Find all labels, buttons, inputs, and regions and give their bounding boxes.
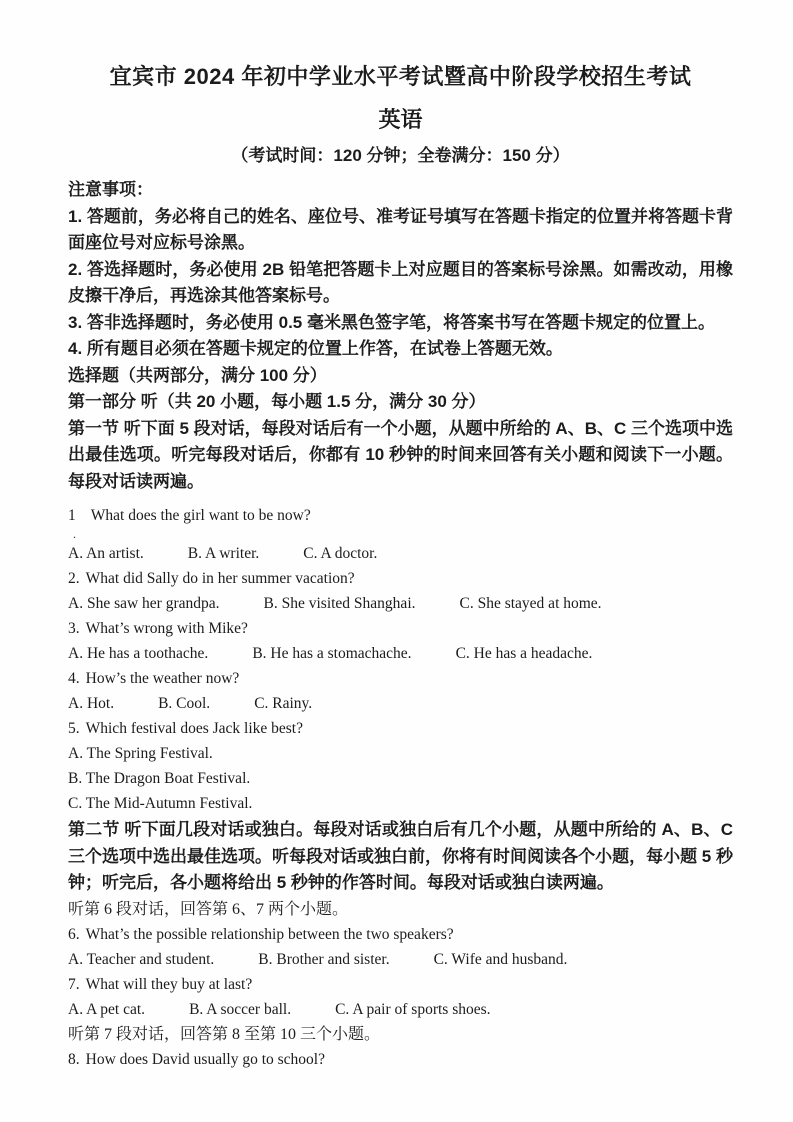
question-8-number: 8. xyxy=(68,1050,80,1068)
question-3-number: 3. xyxy=(68,620,80,637)
exam-subject: 英语 xyxy=(378,107,423,132)
option-1-c: C. A doctor. xyxy=(303,545,378,562)
option-6-c: C. Wife and husband. xyxy=(433,950,568,968)
option-4-a: A. Hot. xyxy=(68,695,115,712)
option-6-a: A. Teacher and student. xyxy=(68,950,215,968)
question-7-options xyxy=(68,997,733,1022)
option-7-b: B. A soccer ball. xyxy=(189,1000,292,1018)
question-6-text: What’s the possible relationship between the two speakers? xyxy=(85,925,454,943)
question-3 xyxy=(68,616,733,641)
question-6-options xyxy=(68,947,733,972)
choice-section-heading: 选择题（共两部分，满分 100 分） xyxy=(68,365,327,385)
notes-heading: 注意事项： xyxy=(68,180,153,199)
question-8-text: How does David usually go to school? xyxy=(85,1050,325,1068)
option-1-a: A. An artist. xyxy=(68,545,144,562)
question-8 xyxy=(68,1047,733,1072)
exam-title: 宜宾市 2024 年初中学业水平考试暨高中阶段学校招生考试 xyxy=(109,64,692,89)
question-5 xyxy=(68,716,733,741)
option-6-b: B. Brother and sister. xyxy=(258,950,390,968)
note-3: 3. 答非选择题时，务必使用 0.5 毫米黑色签字笔，将答案书写在答题卡规定的位置上。 xyxy=(68,312,715,332)
note-4: 4. 所有题目必须在答题卡规定的位置上作答，在试卷上答题无效。 xyxy=(68,339,563,358)
question-2-number: 2. xyxy=(68,570,80,587)
question-7-number: 7. xyxy=(68,975,80,993)
question-6 xyxy=(68,922,733,947)
question-5-number: 5. xyxy=(68,720,80,737)
question-7-text: What will they buy at last? xyxy=(85,975,253,993)
option-2-c: C. She stayed at home. xyxy=(459,595,602,612)
question-5-text: Which festival does Jack like best? xyxy=(85,720,303,737)
option-5-a: A. The Spring Festival. xyxy=(68,745,213,762)
question-4-text: How’s the weather now? xyxy=(85,670,240,687)
option-7-a: A. A pet cat. xyxy=(68,1000,146,1018)
exam-time-score-info: （考试时间：120 分钟；全卷满分：150 分） xyxy=(231,146,570,165)
question-4-number: 4. xyxy=(68,670,80,687)
dialog7-note: 听第 7 段对话，回答第 8 至第 10 三个小题。 xyxy=(68,1025,381,1043)
option-7-c: C. A pair of sports shoes. xyxy=(335,1000,491,1018)
question-4 xyxy=(68,666,733,691)
question-2-text: What did Sally do in her summer vacation? xyxy=(85,570,355,587)
section1-intro: 第一节 听下面 5 段对话，每段对话后有一个小题，从题中所给的 A、B、C 三个选项中选出最佳选项。听完每段对话后，你都有 10 秒钟的时间来回答有关小题和阅读下一小题。每段对话读两遍。 xyxy=(68,418,733,491)
note-1: 1. 答题前，务必将自己的姓名、座位号、准考证号填写在答题卡指定的位置并将答题卡背面座位号对应标号涂黑。 xyxy=(68,206,733,252)
option-5-c: C. The Mid-Autumn Festival. xyxy=(68,795,253,812)
option-2-a: A. She saw her grandpa. xyxy=(68,595,220,612)
part1-heading: 第一部分 听（共 20 小题，每小题 1.5 分，满分 30 分） xyxy=(68,392,486,411)
option-4-b: B. Cool. xyxy=(158,695,211,712)
option-4-c: C. Rainy. xyxy=(254,695,313,712)
question-1-text: What does the girl want to be now? xyxy=(90,507,311,524)
question-4-options xyxy=(68,691,733,716)
question-3-options xyxy=(68,641,733,666)
question-6-number: 6. xyxy=(68,925,80,943)
dialog6-note: 听第 6 段对话，回答第 6、7 两个小题。 xyxy=(68,900,349,918)
option-3-c: C. He has a headache. xyxy=(455,645,593,662)
option-2-b: B. She visited Shanghai. xyxy=(263,595,416,612)
question-3-text: What’s wrong with Mike? xyxy=(85,620,248,637)
option-3-b: B. He has a stomachache. xyxy=(252,645,412,662)
option-5-b: B. The Dragon Boat Festival. xyxy=(68,770,251,787)
question-2 xyxy=(68,566,733,591)
question-1 xyxy=(68,503,733,528)
section2-intro: 第二节 听下面几段对话或独白。每段对话或独白后有几个小题，从题中所给的 A、B、C 三个选项中选出最佳选项。听每段对话或独白前，你将有时间阅读各个小题，每小题 5 秒钟；听完后，各小题将给出 5 秒钟的作答时间。每段对话或独白读两遍。 xyxy=(68,820,733,892)
question-7 xyxy=(68,972,733,997)
question-2-options xyxy=(68,591,733,616)
option-1-b: B. A writer. xyxy=(187,545,260,562)
note-2: 2. 答选择题时，务必使用 2B 铅笔把答题卡上对应题目的答案标号涂黑。如需改动，用橡皮擦干净后，再选涂其他答案标号。 xyxy=(68,259,733,305)
option-3-a: A. He has a toothache. xyxy=(68,645,209,662)
question-1-number: 1 xyxy=(68,507,76,524)
stray-mark: . xyxy=(73,527,76,541)
question-1-options xyxy=(68,541,733,566)
